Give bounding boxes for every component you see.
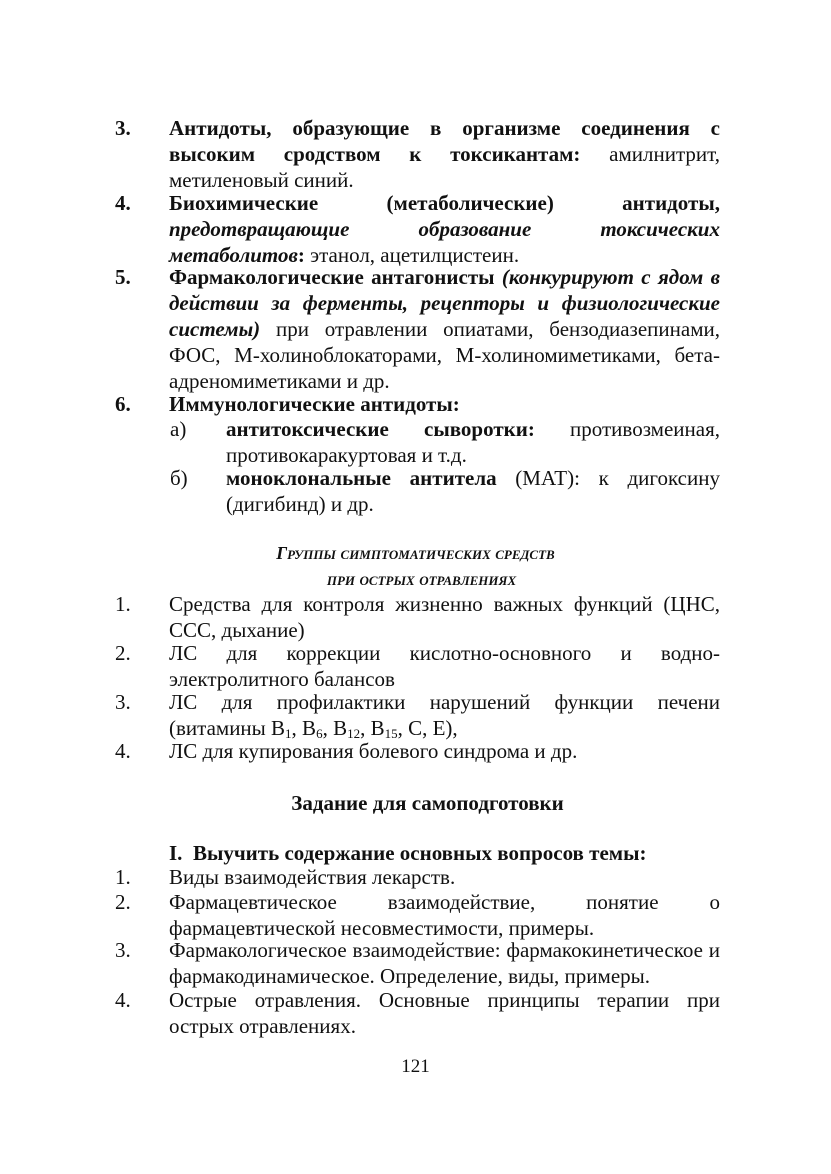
- item-number: 1.: [115, 592, 131, 616]
- item-number: 2.: [115, 890, 131, 914]
- symptomatic-item-2: [115, 640, 720, 692]
- item-text: ЛС для купирования болевого синдрома и др.: [169, 739, 578, 763]
- antidote-item-4: [115, 190, 720, 268]
- page-number: 121: [401, 1056, 430, 1077]
- item-number: 6.: [115, 392, 131, 416]
- item-number: 4.: [115, 739, 131, 763]
- task-item-2: [115, 889, 720, 941]
- item-number: 4.: [115, 988, 131, 1012]
- task-item-4: [115, 987, 720, 1039]
- item-text: ЛС для профилактики нарушений функции печени (витамины $В_1$, $В_6$, $В_{12}$, $В_{15}$, С, Е),: [169, 690, 720, 741]
- item-number: 3.: [115, 690, 131, 714]
- item-rest-text: этанол, ацетилцистеин.: [304, 243, 520, 267]
- item-number: 3.: [115, 116, 131, 140]
- item-text: [169, 190, 720, 268]
- item-number: 4.: [115, 191, 131, 215]
- item-bold-text: Иммунологические антидоты:: [169, 392, 460, 416]
- subitem-bold-text: антитоксические сыворотки:: [226, 417, 535, 441]
- antidote-item-5: [115, 264, 720, 394]
- item-bold-italic-text: (конкурируют с ядом в действии за ферменты, рецепторы и физиологические системы): [169, 265, 720, 341]
- item-colon: :: [297, 243, 305, 267]
- item-text: Острые отравления. Основные принципы терапии при острых отравлениях.: [169, 988, 720, 1038]
- item-bold-text: Антидоты, образующие в организме соединения с высоким сродством к токсикантам:: [169, 116, 720, 166]
- symptomatic-item-4: [115, 738, 720, 764]
- item-number: 5.: [115, 265, 131, 289]
- symptomatic-heading-line2: при острых отравлениях: [326, 569, 517, 589]
- item-text: ЛС для коррекции кислотно-основного и водно-электролитного балансов: [169, 641, 720, 691]
- antidote-subitem-b: [170, 465, 720, 517]
- subitem-bold-text: моноклональные антитела: [226, 466, 497, 490]
- symptomatic-item-3: [115, 689, 720, 741]
- item-text: [169, 115, 720, 193]
- item-bold-italic-text: предотвращающие образование токсических метаболитов: [169, 217, 720, 267]
- item-number: 1.: [115, 865, 131, 889]
- subitem-label: б): [170, 466, 188, 490]
- subitem-text: [226, 465, 720, 517]
- item-text: [169, 391, 720, 417]
- section-title: Выучить содержание основных вопросов темы:: [192, 841, 647, 865]
- symptomatic-heading-line1: Группы симптоматических средств: [276, 543, 555, 563]
- item-number: 2.: [115, 641, 131, 665]
- antidote-item-6: [115, 391, 720, 417]
- subitem-rest-text: (МАТ): к дигоксину (дигибинд) и др.: [226, 466, 720, 516]
- task-item-3: [115, 937, 720, 989]
- item-text: Фармакологическое взаимодействие: фармакокинетическое и фармакодинамическое. Определение, виды, примеры.: [169, 938, 720, 988]
- symptomatic-item-1: [115, 591, 720, 643]
- item-bold-text: Биохимические (метаболические) антидоты,: [169, 191, 720, 215]
- item-bold-text: Фармакологические антагонисты: [169, 265, 495, 289]
- task-item-1: [115, 864, 720, 890]
- item-rest-text: при отравлении опиатами, бензодиазепинами, ФОС, М-холиноблокаторами, М-холиномиметиками, бета-адреномиметиками и др.: [169, 317, 720, 393]
- subitem-label: а): [170, 417, 187, 441]
- item-text: Виды взаимодействия лекарств.: [169, 865, 456, 889]
- item-number: 3.: [115, 938, 131, 962]
- subitem-rest-text: противозмеиная, противокаракуртовая и т.д.: [226, 417, 721, 467]
- antidote-subitem-a: [170, 416, 720, 468]
- task-title: Задание для самоподготовки: [291, 791, 564, 815]
- item-text: Фармацевтическое взаимодействие, понятие о фармацевтической несовместимости, примеры.: [169, 890, 720, 940]
- item-text: [169, 264, 720, 394]
- section-number: I.: [169, 841, 183, 865]
- item-text: Средства для контроля жизненно важных функций (ЦНС, ССС, дыхание): [169, 592, 720, 642]
- antidote-item-3: [115, 115, 720, 193]
- subitem-text: [226, 416, 720, 468]
- item-rest-text: амилнитрит, метиленовый синий.: [169, 142, 721, 192]
- task-section-heading: [115, 840, 720, 866]
